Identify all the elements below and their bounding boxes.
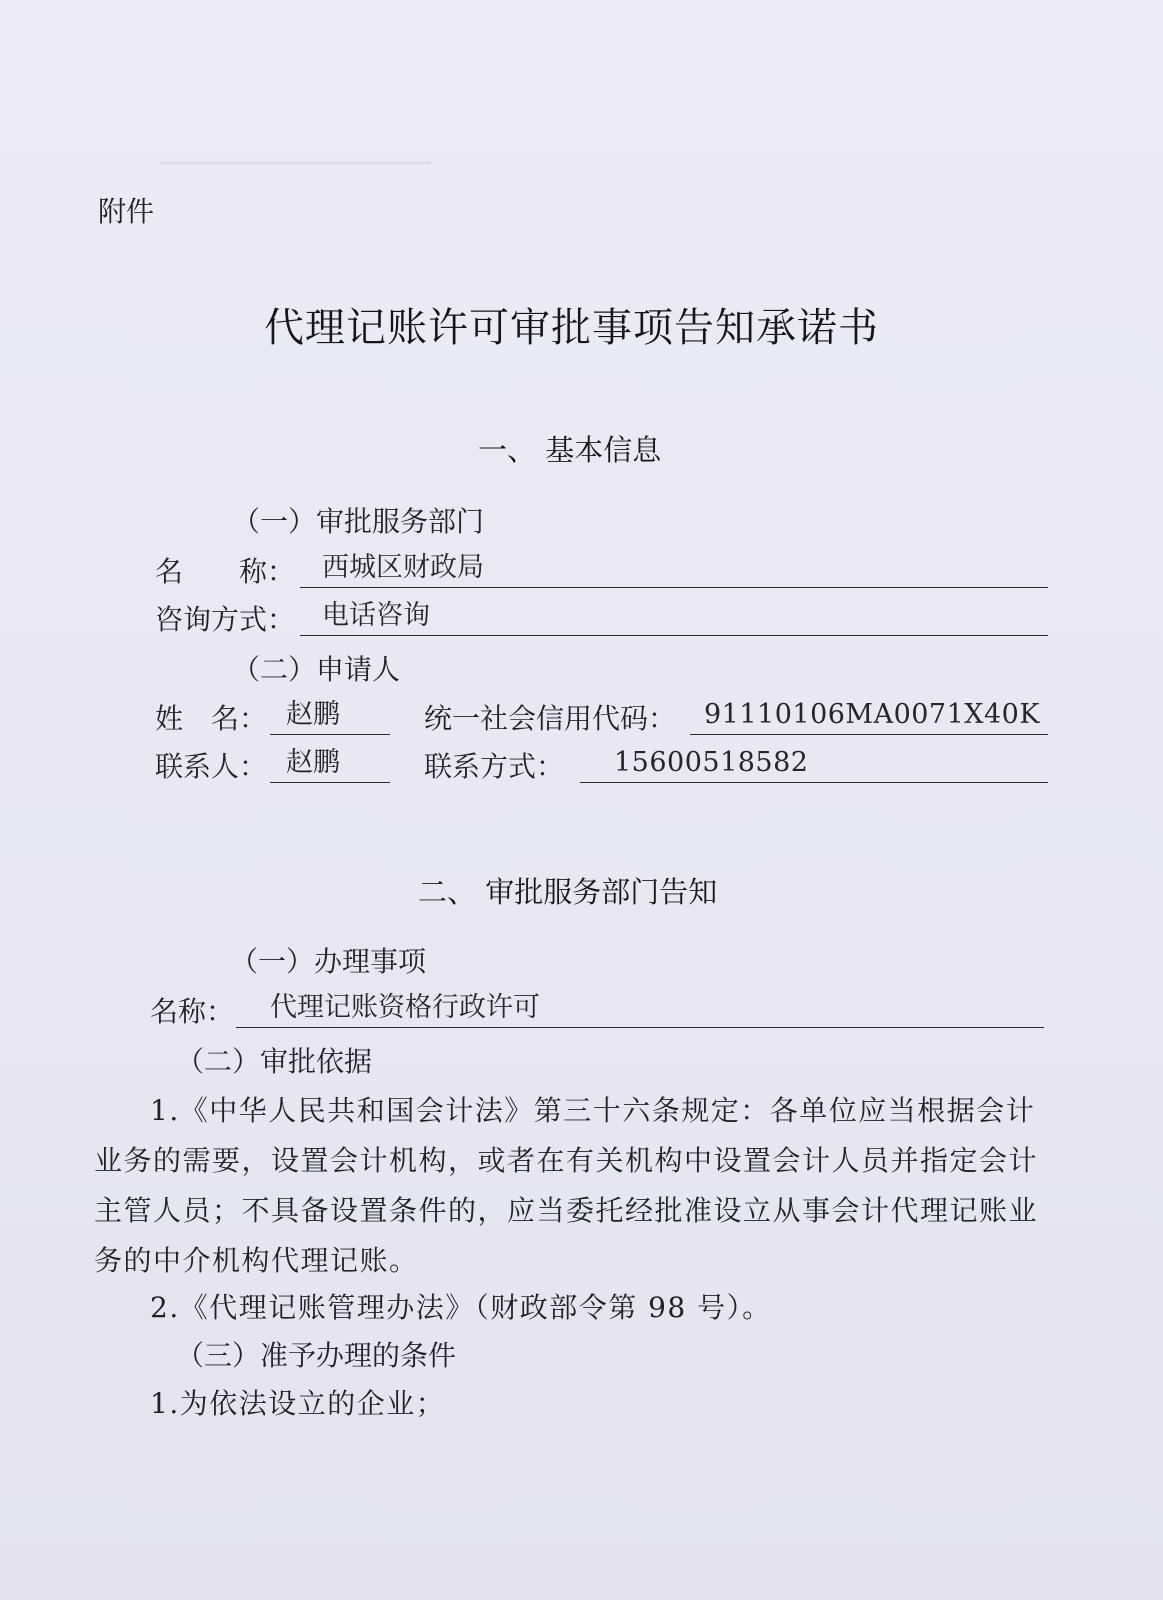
consult-label: 咨询方式： xyxy=(155,603,296,636)
basis-paragraph-2: 2.《代理记账管理办法》（财政部令第 98 号）。 xyxy=(150,1291,772,1324)
dept-name-value: 西城区财政局 xyxy=(300,550,1048,588)
attachment-label: 附件 xyxy=(98,195,155,228)
bleed-through: ▁▁▁▁▁▁▁▁▁▁▁▁▁▁▁▁ xyxy=(160,140,431,165)
dept-subheading: （一）审批服务部门 xyxy=(232,505,485,538)
item-name-label: 名称： xyxy=(150,995,235,1028)
conditions-subheading: （三）准予办理的条件 xyxy=(176,1339,457,1372)
applicant-name-value: 赵鹏 xyxy=(270,697,390,735)
phone-label: 联系方式： xyxy=(424,750,565,783)
contact-label: 联系人： xyxy=(155,750,268,783)
item-subheading: （一）办理事项 xyxy=(230,945,427,978)
condition-item-1: 1.为依法设立的企业； xyxy=(150,1387,446,1420)
credit-code-value: 91110106MA0071X40K xyxy=(690,697,1048,735)
consult-value: 电话咨询 xyxy=(300,598,1048,636)
applicant-subheading: （二）申请人 xyxy=(232,653,401,686)
document-title: 代理记账许可审批事项告知承诺书 xyxy=(264,305,879,351)
contact-value: 赵鹏 xyxy=(270,745,390,783)
phone-value: 15600518582 xyxy=(580,745,1048,783)
item-name-value: 代理记账资格行政许可 xyxy=(236,990,1044,1028)
section1-heading: 一、 基本信息 xyxy=(478,433,662,467)
applicant-name-label: 姓 名： xyxy=(155,702,268,735)
basis-paragraph-1: 1.《中华人民共和国会计法》第三十六条规定：各单位应当根据会计业务的需要，设置会计机构，或者在有关机构中设置会计人员并指定会计主管人员；不具备设置条件的，应当委托经批准设立从事会计代理记账业务的中介机构代理记账。 xyxy=(94,1094,1039,1277)
basis-subheading: （二）审批依据 xyxy=(176,1045,373,1078)
dept-name-label: 名 称： xyxy=(155,555,296,588)
section2-heading: 二、 审批服务部门告知 xyxy=(418,875,718,909)
credit-code-label: 统一社会信用代码： xyxy=(424,702,677,735)
